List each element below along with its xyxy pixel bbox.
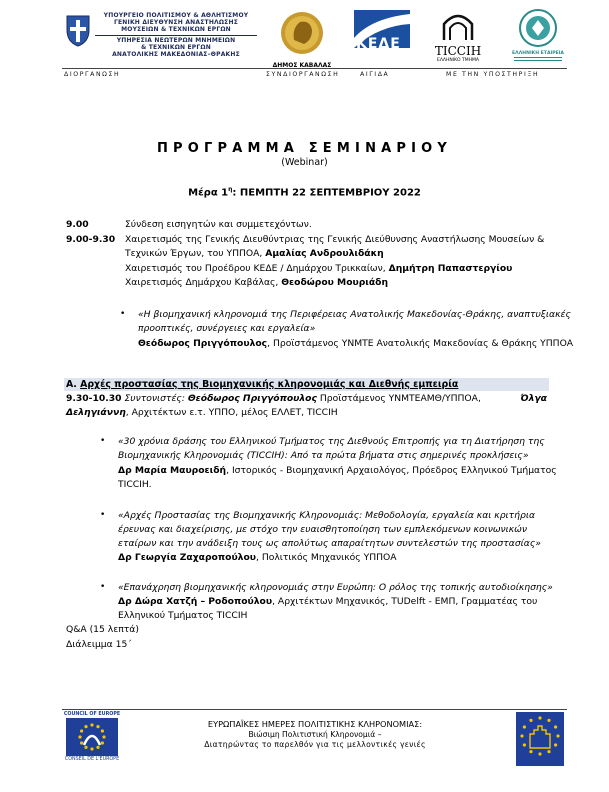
- role-organizer: ΔΙΟΡΓΑΝΩΣΗ: [64, 71, 121, 78]
- talk-speaker: [118, 464, 557, 478]
- coe-top-label: COUNCIL OF EUROPE: [63, 712, 121, 717]
- footer-text: [160, 719, 470, 751]
- day-heading: [0, 186, 609, 198]
- talk-speaker: [138, 337, 573, 351]
- bullet: •: [100, 436, 106, 446]
- talk-title: έρευνας και διαχείρισης, με στόχο την ευαισθητοποίηση των εμπλεκόμενων κοινωνικών: [118, 524, 528, 535]
- kede-logo: [352, 8, 412, 63]
- section-coordinators: [66, 392, 547, 406]
- coord-label: Συντονιστές:: [121, 393, 188, 404]
- bullet: •: [120, 309, 126, 319]
- ticcih-sub: ΕΛΛΗΝΙΚΟ ΤΜΗΜΑ: [437, 58, 479, 63]
- day-sup: η: [228, 186, 233, 193]
- coord-affil: Προϊστάμενος ΥΝΜΤΕΑΜΘ/ΥΠΠΟΑ,: [316, 393, 481, 404]
- schedule-text: [125, 262, 512, 276]
- footer-title: ΕΥΡΩΠΑΪΚΕΣ ΗΜΕΡΕΣ ΠΟΛΙΤΙΣΤΙΚΗΣ ΚΛΗΡΟΝΟΜΙΑΣ:: [207, 719, 423, 729]
- schedule-text: [125, 276, 388, 290]
- talk-title: εταίρων και την ανάδειξη τους ως απολύτως απαραίτητων συντελεστών της προστασίας»: [118, 538, 541, 549]
- section-time: 9.30-10.30: [66, 393, 122, 404]
- talk-title: προοπτικές, συνέργειες και εργαλεία»: [138, 323, 316, 334]
- hellenic-society-logo: [508, 8, 568, 68]
- european-heritage-days-logo: [516, 712, 564, 766]
- emblem-icon: [64, 12, 92, 48]
- schedule-text: Χαιρετισμός της Γενικής Διευθύντριας της Γενικής Διεύθυνσης Αναστήλωσης Μουσείων &: [125, 234, 545, 245]
- kede-label: ΚΕΔΕ: [356, 36, 401, 52]
- section-coordinators-line2: [66, 406, 338, 420]
- role-support: ΜΕ ΤΗΝ ΥΠΟΣΤΗΡΙΞΗ: [446, 71, 540, 78]
- talk-title: «Η βιομηχανική κληρονομιά της Περιφέρειας Ανατολικής Μακεδονίας-Θράκης, αναπτυξιακές: [138, 309, 571, 320]
- role-aegis: ΑΙΓΙΔΑ: [360, 71, 390, 78]
- coin-icon: [272, 8, 332, 58]
- schedule-name: Θεοδώρου Μουριάδη: [281, 277, 389, 288]
- ticcih-label: TICCIH: [434, 44, 482, 58]
- break-line: Διάλειμμα 15΄: [66, 639, 132, 650]
- ministry-line: ΓΕΝΙΚΗ ΔΙΕΥΘΥΝΣΗ ΑΝΑΣΤΗΛΩΣΗΣ: [113, 19, 238, 27]
- schedule-text: [125, 247, 384, 261]
- schedule-name: Δημήτρη Παπαστεργίου: [388, 263, 513, 274]
- kavala-logo: [272, 8, 332, 68]
- ministry-line: & ΤΕΧΝΙΚΩΝ ΕΡΓΩΝ: [141, 43, 211, 51]
- hellenic-label: ΕΛΛΗΝΙΚΗ ΕΤΑΙΡΕΙΑ: [512, 51, 564, 56]
- page-title: ΠΡΟΓΡΑΜΜΑ ΣΕΜΙΝΑΡΙΟΥ: [156, 141, 453, 156]
- section-title: Αρχές προστασίας της Βιομηχανικής κληρονομιάς και Διεθνής εμπειρία: [80, 379, 459, 390]
- day-prefix: Μέρα 1: [188, 187, 229, 199]
- ticcih-arch-icon: [438, 10, 478, 42]
- speaker-affil: , Προϊστάμενος ΥΝΜΤΕ Ανατολικής Μακεδονίας & Θράκης ΥΠΠΟΑ: [267, 338, 574, 349]
- talk-speaker: [118, 595, 537, 609]
- speaker-affil: , Αρχιτέκτων Μηχανικός, TUDelft - ΕΜΠ, Γραμματέας του: [272, 596, 538, 607]
- footer-line: Διατηρώντας το παρελθόν για τις μελλοντικές γενιές: [204, 740, 426, 749]
- speaker-affil: , Ιστορικός - Βιομηχανική Αρχαιολόγος, Πρόεδρος Ελληνικού Τμήματος: [226, 465, 557, 476]
- schedule-text-part: Χαιρετισμός Δημάρχου Καβάλας,: [125, 277, 282, 288]
- section-heading: [64, 378, 549, 391]
- time-9-00-9-30: 9.00-9.30: [66, 234, 116, 245]
- role-co-organizer: ΣΥΝΔΙΟΡΓΑΝΩΣΗ: [266, 71, 340, 78]
- speaker-name: Δρ Γεωργία Ζαχαροπούλου: [118, 552, 256, 563]
- talk-title: Βιομηχανικής Κληρονομιάς (TICCIH): Από τα πρώτα βήματα στις σημερινές προκλήσεις»: [118, 450, 529, 461]
- hellenic-seal-icon: [518, 8, 558, 48]
- page-subtitle: (Webinar): [281, 157, 328, 168]
- ticcih-logo: [428, 10, 488, 65]
- heritage-days-icon: [516, 712, 564, 766]
- footer-line: Βιώσιμη Πολιτιστική Κληρονομιά –: [248, 729, 382, 739]
- coord-name: Δεληγιάννη: [66, 407, 126, 418]
- coord-affil: , Αρχιτέκτων ε.τ. ΥΠΠΟ, μέλος ΕΛΛΕΤ, TICCIH: [125, 407, 338, 418]
- speaker-name: Θεόδωρος Πριγγόπουλος: [138, 338, 268, 349]
- speaker-name: Δρ Μαρία Μαυροειδή: [118, 465, 227, 476]
- qa-line: Q&A (15 λεπτά): [66, 624, 139, 635]
- speaker-affil: , Πολιτικός Μηχανικός ΥΠΠΟΑ: [255, 552, 397, 563]
- speaker-affil: Ελληνικού Τμήματος TICCIH: [118, 610, 248, 621]
- ministry-line: ΥΠΗΡΕΣΙΑ ΝΕΩΤΕΡΩΝ ΜΝΗΜΕΙΩΝ: [116, 36, 236, 44]
- ministry-line: ΥΠΟΥΡΓΕΙΟ ΠΟΛΙΤΙΣΜΟΥ & ΑΘΛΗΤΙΣΜΟΥ: [103, 12, 249, 19]
- schedule-text-part: Τεχνικών Έργων, του ΥΠΠΟΑ,: [125, 248, 266, 259]
- talk-title: «Αρχές Προστασίας της Βιομηχανικής Κληρονομιάς: Μεθοδολογία, εργαλεία και κριτήρια: [118, 510, 536, 521]
- schedule-text: Σύνδεση εισηγητών και συμμετεχόντων.: [125, 219, 312, 230]
- coord-name: Όλγα: [520, 393, 547, 404]
- speaker-name: Δρ Δώρα Χατζή – Ροδοπούλου: [118, 596, 273, 607]
- bullet: •: [100, 510, 106, 520]
- eu-flag-icon: [62, 717, 122, 757]
- schedule-text-part: Χαιρετισμός του Προέδρου ΚΕΔΕ / Δημάρχου Τρικκαίων,: [125, 263, 389, 274]
- greek-emblem-logo: [64, 12, 92, 48]
- schedule-name: Αμαλίας Ανδρουλιδάκη: [265, 248, 384, 259]
- speaker-affil: TICCIH.: [118, 479, 152, 490]
- section-letter: Α.: [66, 379, 81, 390]
- day-rest: : ΠΕΜΠΤΗ 22 ΣΕΠΤΕΜΒΡΙΟΥ 2022: [232, 187, 421, 199]
- council-of-europe-logo: [62, 712, 122, 768]
- coe-bottom-label: CONSEIL DE L'EUROPE: [64, 757, 120, 762]
- ministry-line: ΑΝΑΤΟΛΙΚΗΣ ΜΑΚΕΔΟΝΙΑΣ–ΘΡΑΚΗΣ: [112, 51, 240, 59]
- talk-speaker: [118, 551, 397, 565]
- time-9-00: 9.00: [66, 219, 89, 230]
- bullet: •: [100, 582, 106, 592]
- kavala-label: ΔΗΜΟΣ ΚΑΒΑΛΑΣ: [272, 62, 332, 69]
- ministry-line: ΜΟΥΣΕΙΩΝ & ΤΕΧΝΙΚΩΝ ΕΡΓΩΝ: [121, 26, 231, 34]
- ministry-text: [95, 12, 257, 58]
- coord-name: Θεόδωρος Πριγγόπουλος: [187, 393, 317, 404]
- talk-title: «Επανάχρηση βιομηχανικής κληρονομιάς στην Ευρώπη: Ο ρόλος της τοπικής αυτοδιοίκησης»: [118, 582, 553, 593]
- talk-title: «30 χρόνια δράσης του Ελληνικού Τμήματος της Διεθνούς Επιτροπής για τη Διατήρηση της: [118, 436, 545, 447]
